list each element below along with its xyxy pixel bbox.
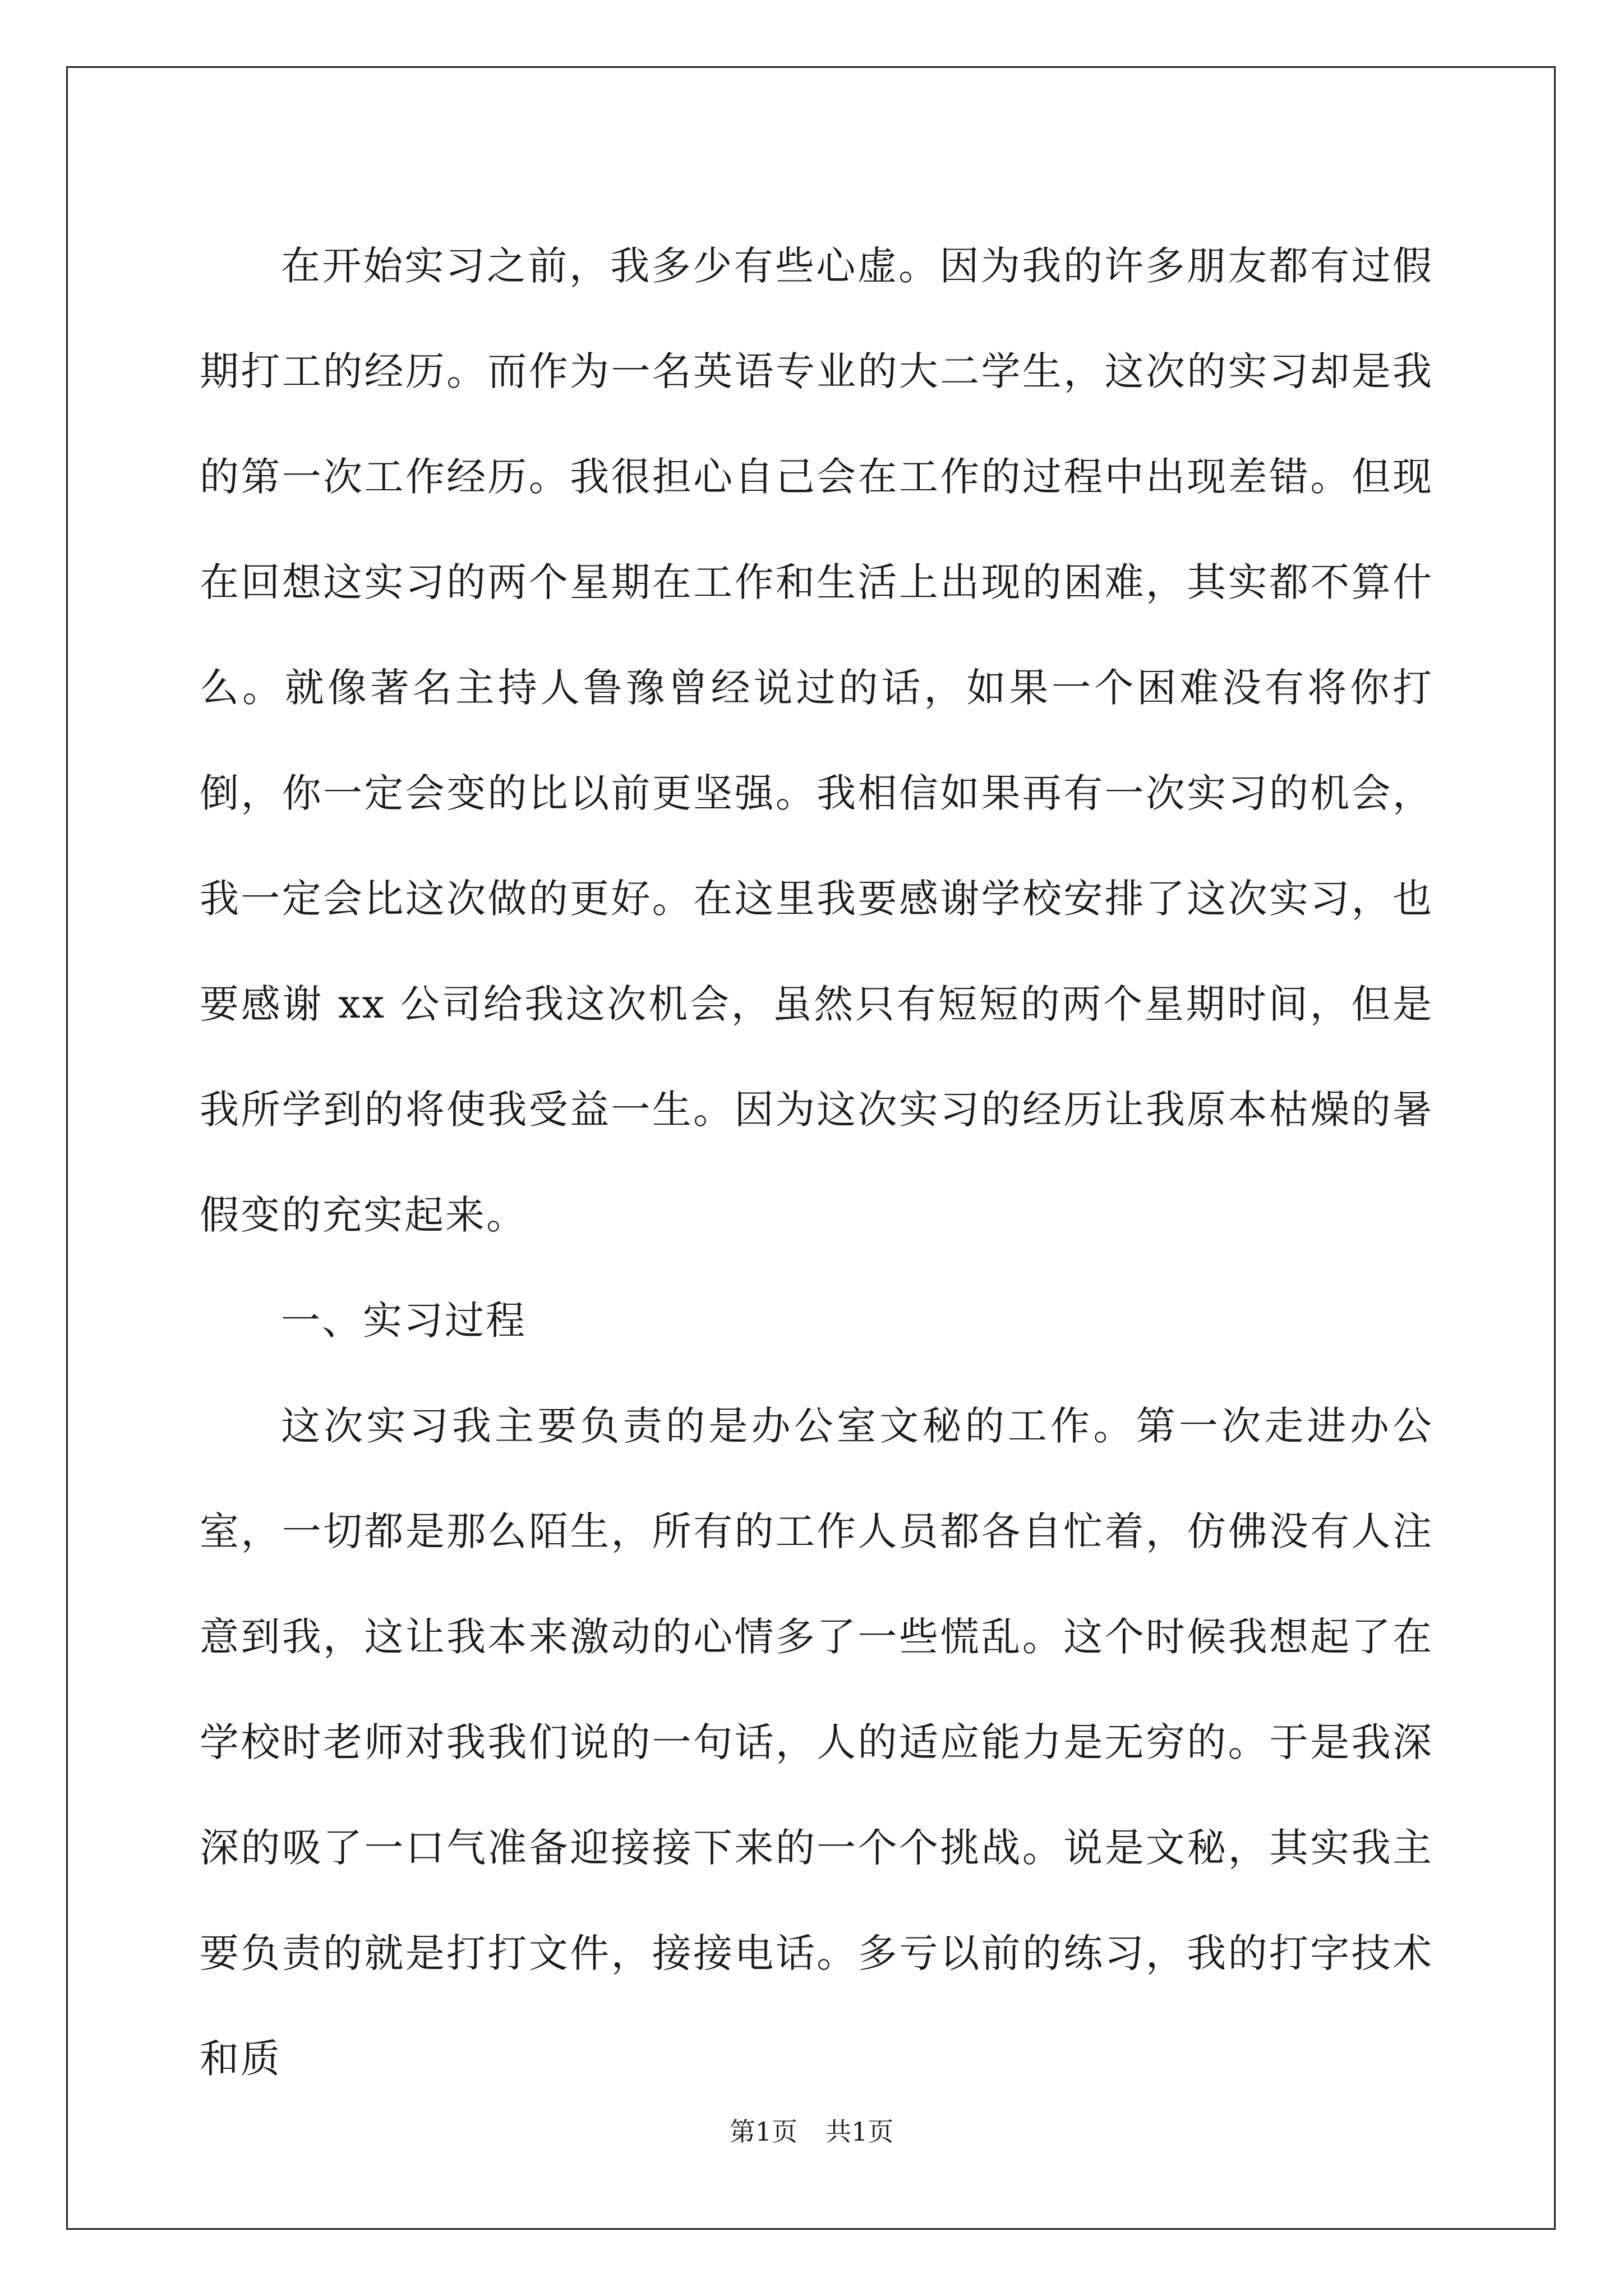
- page-number-current: 第1页: [729, 2116, 797, 2147]
- intro-paragraph: 在开始实习之前，我多少有些心虚。因为我的许多朋友都有过假期打工的经历。而作为一名英语专业的大二学生，这次的实习却是我的第一次工作经历。我很担心自己会在工作的过程中出现差错。但现在回想这实习的两个星期在工作和生活上出现的困难，其实都不算什么。就像著名主持人鲁豫曾经说过的话，如果一个困难没有将你打倒，你一定会变的比以前更坚强。我相信如果再有一次实习的机会，我一定会比这次做的更好。在这里我要感谢学校安排了这次实习，也要感谢 xx 公司给我这次机会，虽然只有短短的两个星期时间，但是我所学到的将使我受益一生。因为这次实习的经历让我原本枯燥的暑假变的充实起来。: [200, 243, 1433, 1238]
- process-paragraph: 这次实习我主要负责的是办公室文秘的工作。第一次走进办公室，一切都是那么陌生，所有的工作人员都各自忙着，仿佛没有人注意到我，这让我本来激动的心情多了一些慌乱。这个时候我想起了在学校时老师对我我们说的一句话，人的适应能力是无穷的。于是我深深的吸了一口气准备迎接接下来的一个个挑战。说是文秘，其实我主要负责的就是打打文件，接接电话。多亏以前的练习，我的打字技术和质: [200, 1403, 1433, 2082]
- page-footer: [0, 2115, 1623, 2148]
- page-number-total: 共1页: [826, 2116, 894, 2147]
- section-heading: 一、实习过程: [281, 1297, 527, 1343]
- document-body: [200, 213, 1433, 2111]
